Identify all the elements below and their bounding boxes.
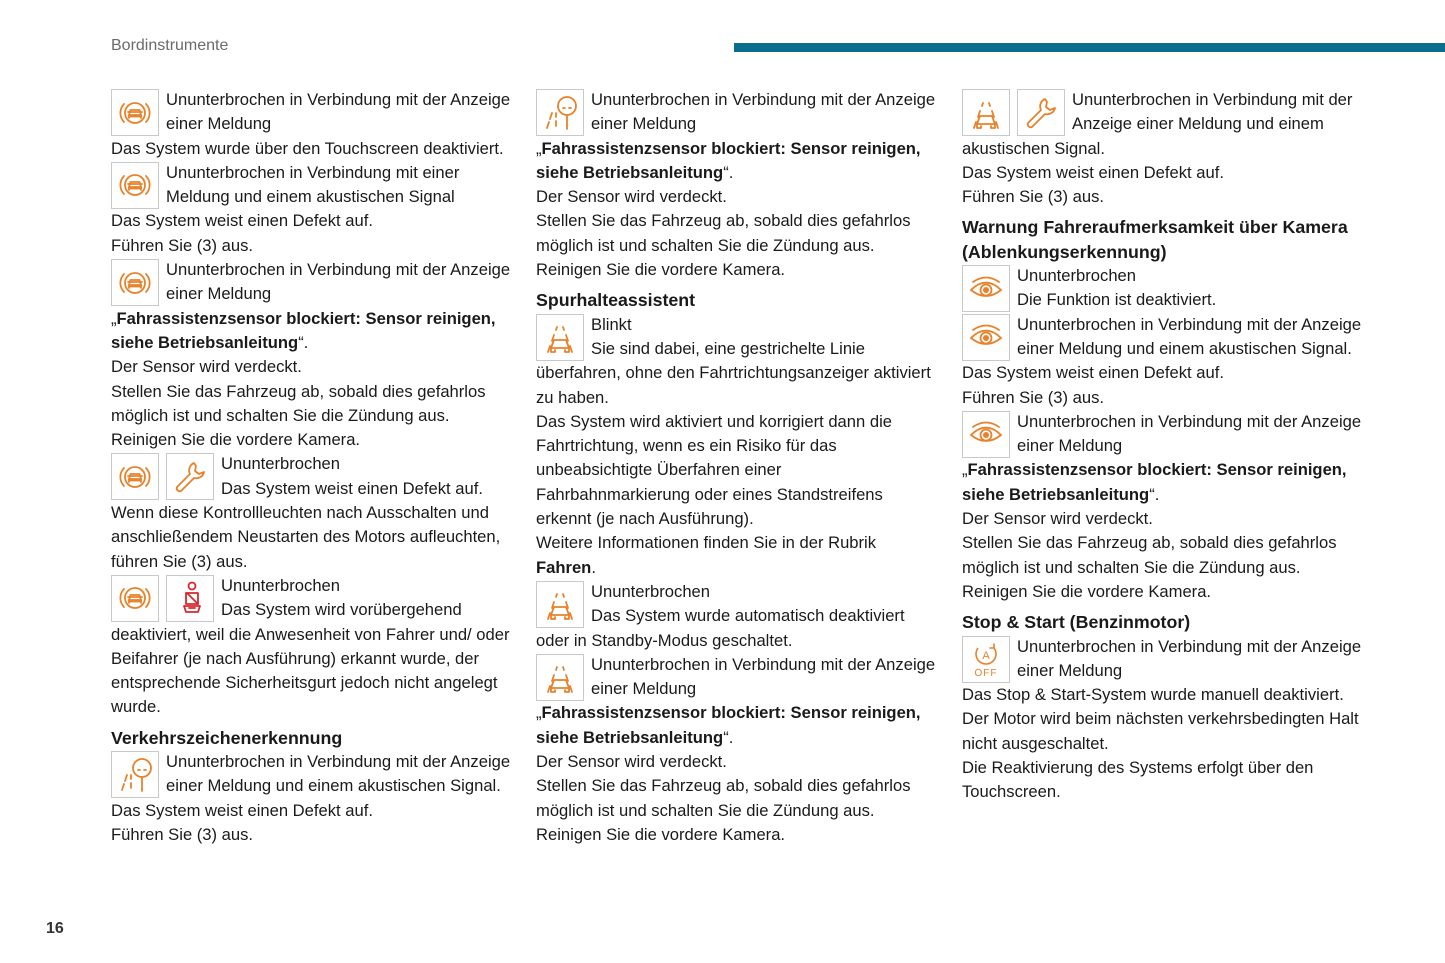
message-text: „Fahrassistenzsensor blockiert: Sensor reinigen, siehe Betriebsanleitung“. — [962, 460, 1347, 504]
entry-lane-blinking — [536, 313, 936, 580]
collision-warning-icon — [111, 575, 159, 622]
description: Reinigen Sie die vordere Kamera. — [962, 581, 1212, 601]
header-title: Bordinstrumente — [111, 37, 229, 54]
column-2 — [536, 88, 936, 847]
description: Reinigen Sie die vordere Kamera. — [536, 260, 786, 280]
description: Reinigen Sie die vordere Kamera. — [536, 824, 786, 844]
traffic-sign-recognition-icon — [536, 89, 584, 136]
description: Führen Sie (3) aus. — [111, 235, 254, 255]
description: Stellen Sie das Fahrzeug ab, sobald dies gefahrlos möglich ist und schalten Sie die Zündung aus. — [962, 533, 1337, 577]
description: Stellen Sie das Fahrzeug ab, sobald dies gefahrlos möglich ist und schalten Sie die Zündung aus. — [536, 776, 911, 820]
section-heading-lane-assist: Spurhalteassistent — [536, 290, 696, 311]
entry-lane-sensor-blocked — [536, 653, 936, 847]
indicator-line: Ununterbrochen in Verbindung mit der Anzeige einer Meldung — [166, 90, 511, 134]
indicator-line: Ununterbrochen in Verbindung mit der Anzeige einer Meldung — [1017, 411, 1362, 456]
driver-attention-eye-icon — [962, 314, 1010, 361]
message-text: „Fahrassistenzsensor blockiert: Sensor reinigen, siehe Betriebsanleitung“. — [111, 308, 496, 352]
entry-collision-wrench — [111, 452, 511, 573]
indicator-line: Ununterbrochen in Verbindung mit der Anzeige einer Meldung — [1017, 636, 1362, 680]
indicator-line: Ununterbrochen in Verbindung mit einer Meldung und einem akustischen Signal — [166, 162, 460, 207]
description: Die Reaktivierung des Systems erfolgt über den Touchscreen. — [962, 758, 1314, 802]
entry-collision-touchscreen — [111, 88, 511, 161]
traffic-sign-recognition-icon — [111, 751, 159, 798]
description: Das System wird vorübergehend deaktiviert, weil die Anwesenheit von Fahrer und/ oder Beifahrer (je nach Ausführung) erkannt wurde, der entsprechende Sicherheitsgurt jedoch nicht angelegt wurde. — [111, 600, 510, 717]
section-heading-stop-start: Stop & Start (Benzinmotor) — [962, 612, 1191, 633]
entry-attention-sensor-blocked — [962, 410, 1362, 604]
description: Das System weist einen Defekt auf. — [962, 363, 1224, 383]
indicator-line: Ununterbrochen — [221, 454, 341, 474]
description: Der Sensor wird verdeckt. — [536, 752, 727, 772]
description: Führen Sie (3) aus. — [962, 187, 1105, 207]
seatbelt-icon — [166, 575, 214, 622]
description: Wenn diese Kontrollleuchten nach Ausschalten und anschließendem Neustarten des Motors aufleuchten, führen Sie (3) aus. — [111, 503, 501, 571]
stop-start-off-icon — [962, 636, 1010, 683]
description: Das Stop & Start-System wurde manuell deaktiviert. — [962, 685, 1344, 705]
wrench-icon — [166, 453, 214, 500]
indicator-line: Ununterbrochen in Verbindung mit der Anzeige einer Meldung — [166, 260, 511, 304]
description: Das System wird aktiviert und korrigiert dann die Fahrtrichtung, wenn es ein Risiko für das unbeabsichtigte Überfahren einer Fahrbahnmarkierung oder eines Standstreifens erkennt (je nach Ausführung). — [536, 411, 892, 529]
entry-attention-deactivated — [962, 264, 1362, 313]
page-number: 16 — [46, 920, 64, 937]
lane-keeping-icon — [962, 89, 1010, 136]
entry-traffic-sensor-blocked — [536, 88, 936, 282]
description: Weitere Informationen finden Sie in der Rubrik Fahren. — [536, 533, 877, 577]
section-heading-traffic-sign: Verkehrszeichenerkennung — [111, 727, 343, 748]
message-text: „Fahrassistenzsensor blockiert: Sensor reinigen, siehe Betriebsanleitung“. — [536, 703, 921, 747]
description: Führen Sie (3) aus. — [962, 387, 1105, 407]
collision-warning-icon — [111, 89, 159, 136]
description: Stellen Sie das Fahrzeug ab, sobald dies gefahrlos möglich ist und schalten Sie die Zündung aus. — [111, 381, 486, 425]
description: Führen Sie (3) aus. — [111, 824, 254, 844]
description: Die Funktion ist deaktiviert. — [1017, 290, 1217, 310]
entry-stop-start-off — [962, 635, 1362, 805]
column-3 — [962, 88, 1362, 805]
column-1 — [111, 88, 511, 847]
description: Das System wurde automatisch deaktiviert oder in Standby-Modus geschaltet. — [536, 606, 905, 650]
indicator-line: Ununterbrochen — [591, 581, 711, 601]
indicator-line: Ununterbrochen in Verbindung mit der Anzeige einer Meldung und einem akustischen Signal. — [166, 752, 511, 796]
description: Reinigen Sie die vordere Kamera. — [111, 430, 361, 450]
lane-keeping-icon — [536, 581, 584, 628]
indicator-line: Blinkt — [591, 314, 632, 334]
description: Sie sind dabei, eine gestrichelte Linie überfahren, ohne den Fahrtrichtungsanzeiger aktiviert zu haben. — [536, 338, 931, 407]
indicator-line: Ununterbrochen in Verbindung mit der Anzeige einer Meldung — [591, 654, 936, 699]
header-accent-bar — [734, 43, 1445, 52]
collision-warning-icon — [111, 162, 159, 209]
description: Das System weist einen Defekt auf. — [111, 800, 373, 820]
description: Das System weist einen Defekt auf. — [111, 211, 373, 231]
description: Der Sensor wird verdeckt. — [536, 187, 727, 207]
entry-lane-wrench — [962, 88, 1362, 209]
entry-collision-seatbelt — [111, 574, 511, 720]
message-text: „Fahrassistenzsensor blockiert: Sensor reinigen, siehe Betriebsanleitung“. — [536, 138, 921, 182]
description: Der Motor wird beim nächsten verkehrsbedingten Halt nicht ausgeschaltet. — [962, 709, 1359, 753]
lane-keeping-icon — [536, 314, 584, 361]
description: Stellen Sie das Fahrzeug ab, sobald dies gefahrlos möglich ist und schalten Sie die Zündung aus. — [536, 211, 911, 255]
description: Das System wurde über den Touchscreen deaktiviert. — [111, 138, 504, 158]
indicator-line: Ununterbrochen — [221, 575, 341, 595]
stop-start-letter: A — [982, 650, 990, 663]
entry-attention-defect — [962, 313, 1362, 410]
driver-attention-eye-icon — [962, 411, 1010, 458]
stop-start-off-label: OFF — [974, 668, 998, 680]
lane-keeping-icon — [536, 654, 584, 701]
indicator-line: Ununterbrochen in Verbindung mit der Anzeige einer Meldung und einem akustischen Signal. — [1017, 314, 1362, 358]
entry-traffic-sign-defect — [111, 750, 511, 847]
description: Der Sensor wird verdeckt. — [962, 509, 1153, 529]
collision-warning-icon — [111, 453, 159, 500]
indicator-line: Ununterbrochen in Verbindung mit der Anzeige einer Meldung — [591, 90, 936, 134]
indicator-line: Ununterbrochen in Verbindung mit der Anzeige einer Meldung und einem akustischen Signal. — [962, 90, 1353, 158]
collision-warning-icon — [111, 259, 159, 306]
description: Das System weist einen Defekt auf. — [962, 162, 1224, 182]
section-heading-driver-attention: Warnung Fahreraufmerksamkeit über Kamera (Ablenkungserkennung) — [962, 217, 1348, 262]
description: Der Sensor wird verdeckt. — [111, 357, 302, 377]
wrench-icon — [1017, 89, 1065, 136]
driver-attention-eye-icon — [962, 265, 1010, 312]
indicator-line: Ununterbrochen — [1017, 266, 1137, 286]
entry-collision-sensor-blocked — [111, 258, 511, 452]
indicator-line: Das System weist einen Defekt auf. — [221, 478, 483, 498]
entry-lane-standby — [536, 580, 936, 653]
entry-collision-defect — [111, 161, 511, 258]
